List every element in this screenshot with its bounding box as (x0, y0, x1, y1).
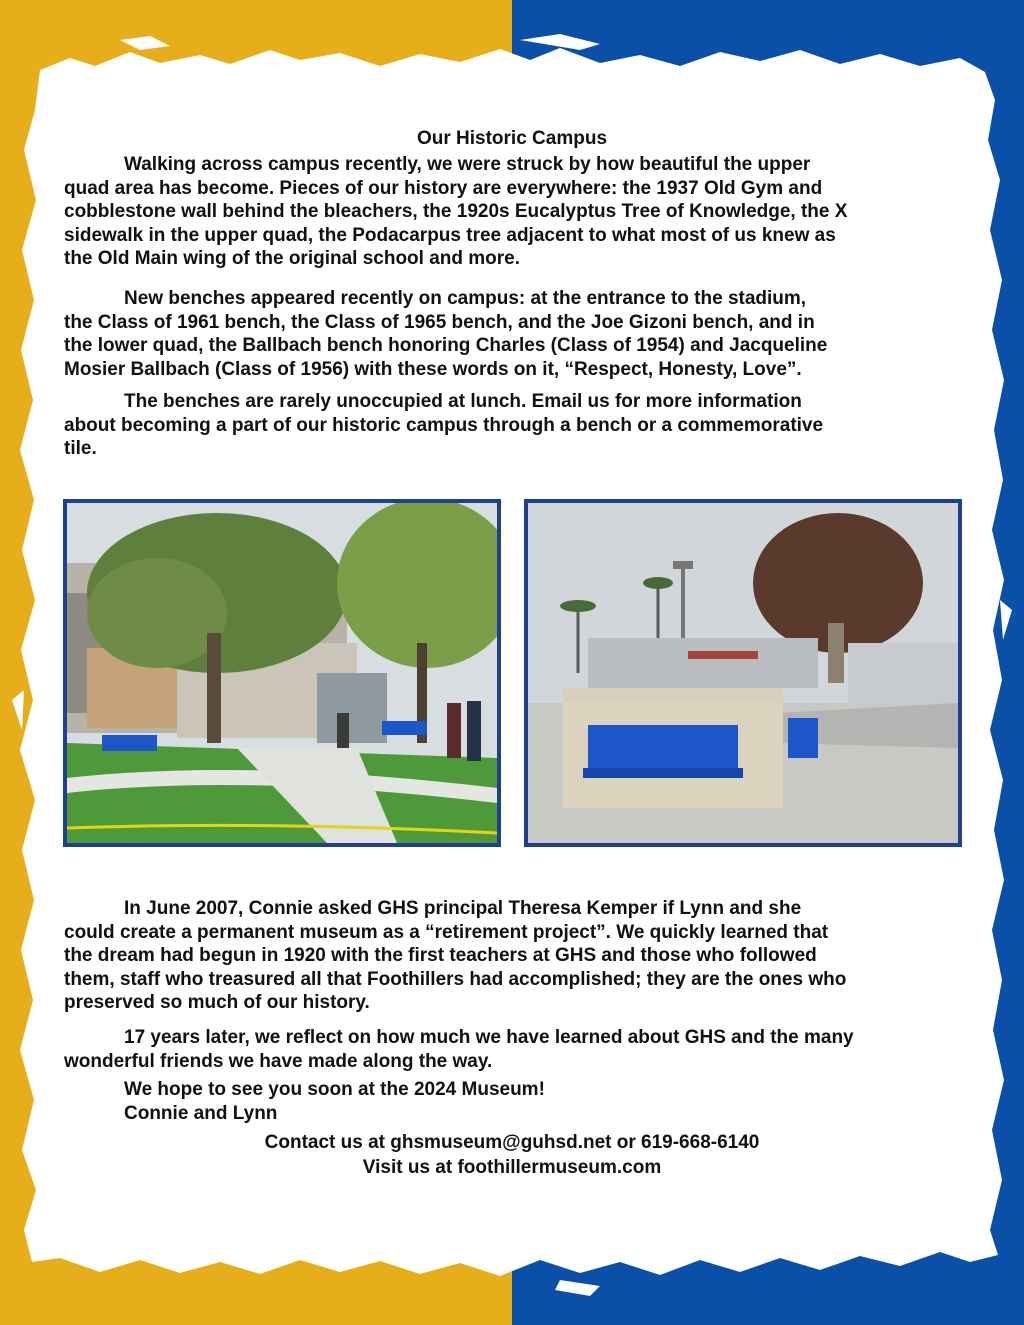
paragraph-history (64, 897, 969, 1015)
text-line: the lower quad, the Ballbach bench honoring Charles (Class of 1954) and Jacqueline (64, 335, 828, 357)
text-line: about becoming a part of our historic campus through a bench or a commemorative (64, 414, 824, 436)
text-line: the dream had begun in 1920 with the first teachers at GHS and those who followed (64, 945, 817, 967)
text-line: sidewalk in the upper quad, the Podacarpus tree adjacent to what most of us knew as (64, 224, 836, 246)
text-line: could create a permanent museum as a “retirement project”. We quickly learned that (64, 921, 829, 943)
paragraph-lunch (64, 390, 969, 461)
text-line: cobblestone wall behind the bleachers, the 1920s Eucalyptus Tree of Knowledge, the X (64, 201, 848, 223)
contact-line: Contact us at ghsmuseum@guhsd.net or 619-668-6140 (264, 1132, 760, 1153)
text-line: the Old Main wing of the original school and more. (64, 248, 521, 270)
article-title: Our Historic Campus (416, 128, 608, 149)
paragraph-signoff (64, 1078, 969, 1125)
text-line: tile. (64, 438, 97, 460)
text-line: Walking across campus recently, we were struck by how beautiful the upper (124, 154, 811, 175)
paragraph-benches (64, 287, 969, 381)
paragraph-reflection (64, 1026, 969, 1073)
website-line: Visit us at foothillermuseum.com (362, 1157, 662, 1178)
text-line: Mosier Ballbach (Class of 1956) with these words on it, “Respect, Honesty, Love”. (64, 358, 802, 380)
text-line: The benches are rarely unoccupied at lunch. Email us for more information (124, 391, 802, 412)
text-line: New benches appeared recently on campus: at the entrance to the stadium, (124, 288, 807, 309)
photo-plaza-benches (524, 499, 962, 847)
signature: Connie and Lynn (124, 1102, 278, 1124)
text-line: 17 years later, we reflect on how much we have learned about GHS and the many (124, 1027, 854, 1048)
text-line: preserved so much of our history. (64, 992, 370, 1014)
text-line: them, staff who treasured all that Foothillers had accomplished; they are the ones who (64, 968, 847, 990)
text-line: the Class of 1961 bench, the Class of 1965 bench, and the Joe Gizoni bench, and in (64, 311, 815, 333)
text-line: In June 2007, Connie asked GHS principal Theresa Kemper if Lynn and she (124, 898, 802, 919)
text-line: quad area has become. Pieces of our history are everywhere: the 1937 Old Gym and (64, 177, 823, 199)
text-line: wonderful friends we have made along the way. (64, 1050, 493, 1072)
photo-upper-quad (63, 499, 501, 847)
paragraph-intro (64, 153, 969, 271)
closing-line: We hope to see you soon at the 2024 Museum! (124, 1079, 545, 1100)
